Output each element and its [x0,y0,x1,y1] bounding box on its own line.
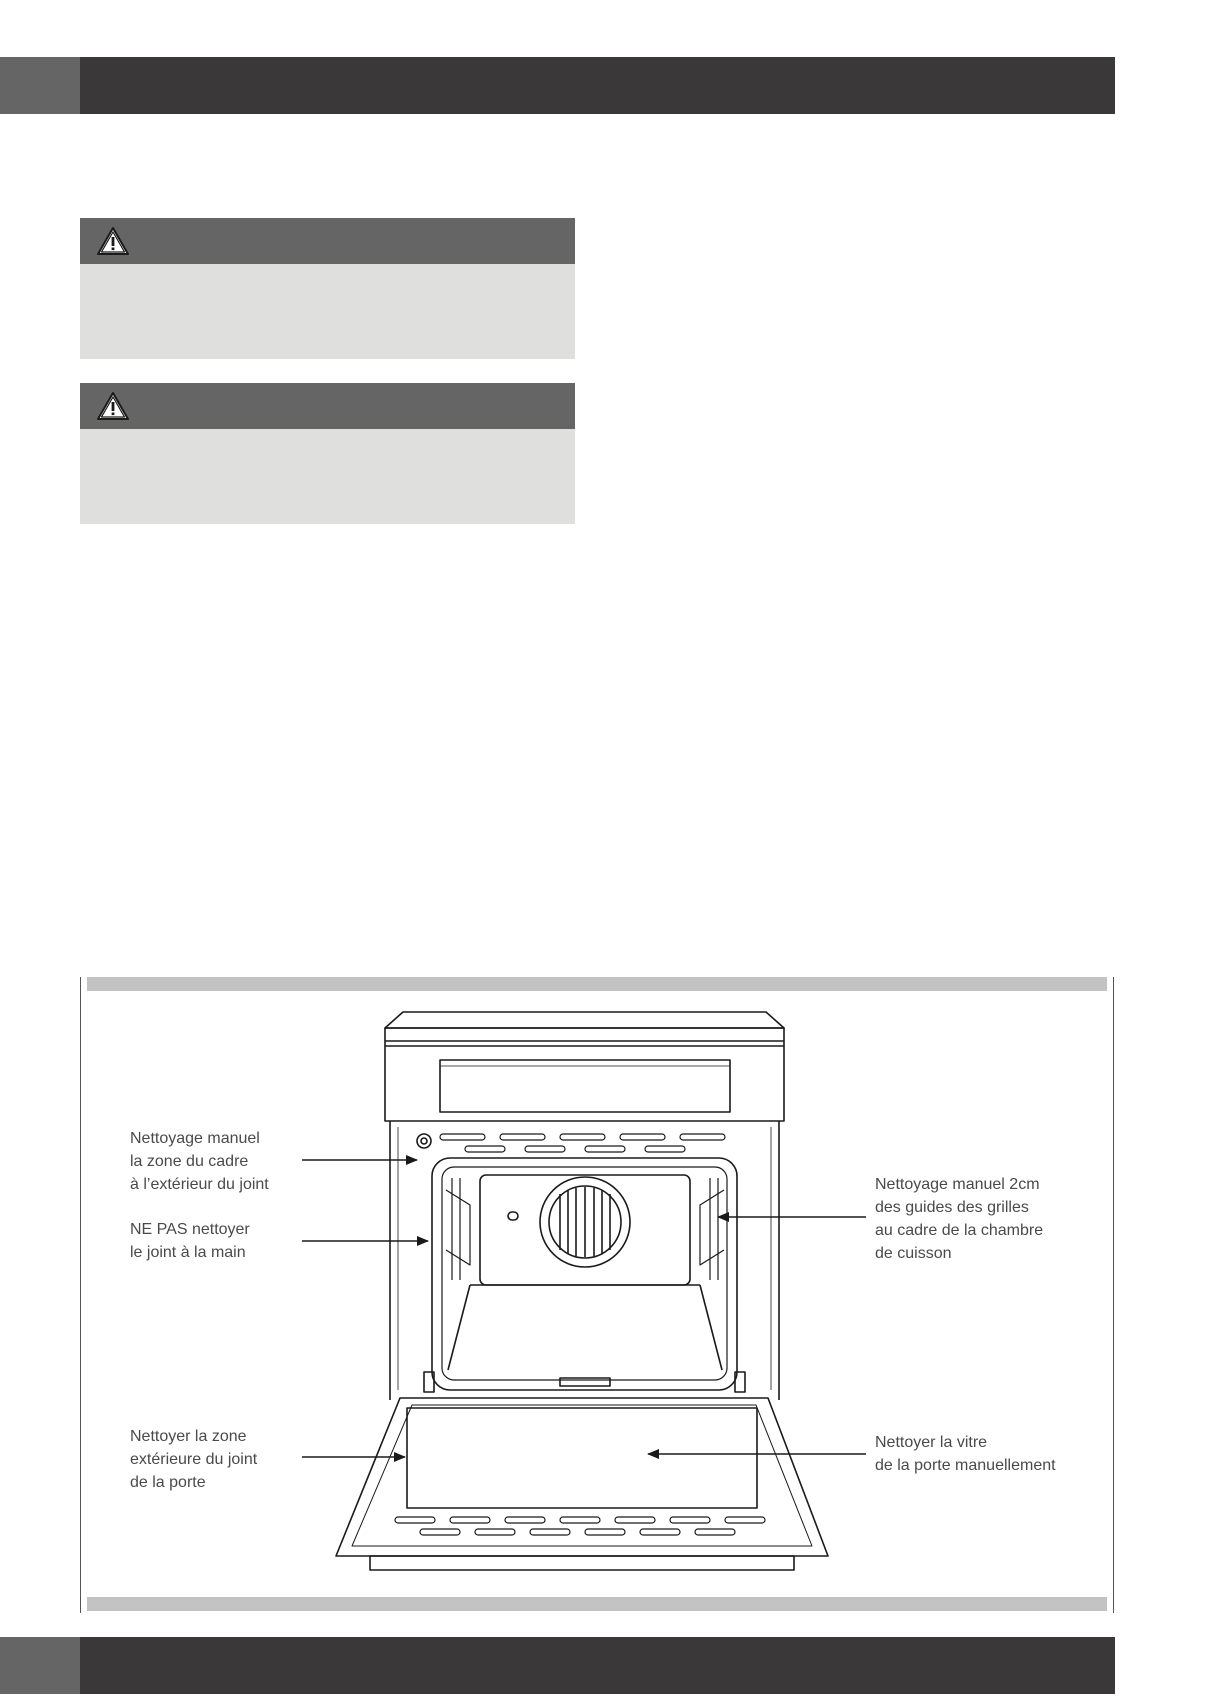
probe-socket [417,1134,431,1148]
callout-line: NE PAS nettoyer [130,1221,250,1238]
callout-line: Nettoyage manuel [130,1130,260,1147]
oven-top-cap [385,1012,784,1028]
footer-band-bar [80,1637,1115,1694]
control-panel-housing [385,1028,784,1121]
callout-line: à l’extérieur du joint [130,1176,269,1193]
callout-line: au cadre de la chambre [875,1222,1044,1239]
oven-plinth [370,1556,794,1570]
callout-seal [130,1218,250,1264]
callout-line: des guides des grilles [875,1199,1029,1216]
callout-line: la zone du cadre [130,1153,249,1170]
callout-door-zone [130,1425,257,1494]
callout-line: de la porte [130,1474,206,1491]
callout-line: Nettoyage manuel 2cm [875,1176,1040,1193]
callout-line: le joint à la main [130,1244,246,1261]
footer-band-tab [0,1637,80,1694]
callout-line: extérieure du joint [130,1451,258,1468]
callout-door-glass [875,1431,1056,1477]
callout-frame-zone [130,1127,269,1196]
callout-line: Nettoyer la vitre [875,1434,988,1451]
right-rack-guide [700,1178,724,1280]
oven-door [336,1398,828,1556]
callout-line: de la porte manuellement [875,1457,1056,1474]
left-rack-guide [446,1178,470,1280]
callout-line: Nettoyer la zone [130,1428,247,1445]
footer-band [0,1637,1115,1694]
display-window [440,1060,730,1112]
door-glass [407,1408,757,1508]
oven-lamp [508,1212,518,1220]
fan-cover [540,1177,630,1267]
callout-line: de cuisson [875,1245,952,1262]
callout-rack-guides [875,1173,1043,1265]
top-vent-slots [440,1134,725,1152]
door-vent-slots [395,1517,765,1535]
